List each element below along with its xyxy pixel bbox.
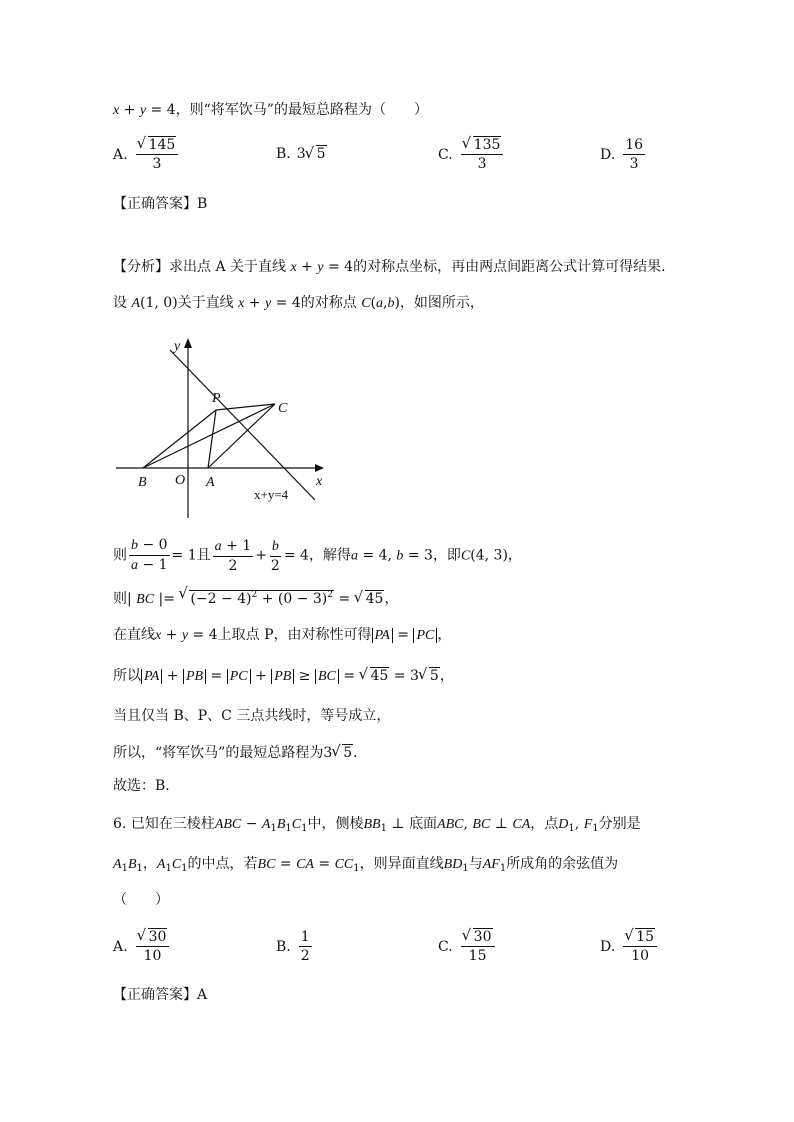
label-line: x+y=4 xyxy=(254,487,289,502)
q6-stem-line-2: $A_1B_1$，$A_1C_1$的中点，若BC = CA = $CC_1$，则异面直线$BD_1$与$AF_1$所成角的余弦值为 xyxy=(113,856,619,874)
q5-option-a: A. √ $\frac{145}{3}$ xyxy=(113,136,180,173)
q6-answer: 【正确答案】A xyxy=(113,987,208,1003)
solution-line-2: 则| BC |= √ $(-2 - 4)^2 + (0 - 3)^2$ = √ 45， xyxy=(113,584,398,611)
label-x: x xyxy=(316,474,323,489)
solution-line-5: 当且仅当 B、P、C 三点共线时，等号成立， xyxy=(113,708,391,724)
y-axis-arrow xyxy=(184,338,192,348)
solution-line-7: 故选：B． xyxy=(113,778,180,794)
q6-paren: （ ） xyxy=(113,892,169,908)
line-x-plus-y-4 xyxy=(170,350,315,500)
label-o: O xyxy=(175,473,186,488)
label-y: y xyxy=(174,339,181,354)
q5-option-c: C. √ $\frac{135}{3}$ xyxy=(438,136,505,173)
label-a: A xyxy=(206,475,215,490)
segment-ac xyxy=(208,404,275,468)
solution-line-3: 在直线x + y = 4上取点 P，由对称性可得 PA = PC ， xyxy=(113,627,452,643)
solution-line-1: 则 $\frac{b - 0}{a - 1}$ = 1且 $\frac{a + 1}{2}$ + $\frac{b}{2}$ = 4，解得a = 4, b = 3，即C(4, 3)， xyxy=(113,537,522,574)
label-b: B xyxy=(138,475,147,490)
q5-answer: 【正确答案】B xyxy=(113,196,208,212)
label-p: P xyxy=(212,391,221,406)
label-c: C xyxy=(278,401,288,416)
solution-line-4: 所以 PA + PB = PC + PB ≥ BC = √ 45 = 3√ 5， xyxy=(113,665,454,688)
q6-option-d: D. √ $\frac{15}{10}$ xyxy=(600,928,659,965)
q6-stem-line-1: 6. 已知在三棱柱ABC − $A_1B_1C_1$中，侧棱$BB_1$ ⊥ 底面ABC, BC ⊥ CA，点$D_1$, $F_1$分别是 xyxy=(113,816,641,834)
q5-stem: x + y = 4，则“将军饮马”的最短总路程为（ ） xyxy=(113,102,428,118)
x-axis-arrow xyxy=(315,464,324,472)
segment-pa xyxy=(208,410,216,468)
q6-option-c: C. √ $\frac{30}{15}$ xyxy=(438,928,497,965)
q5-option-b: B. 3√ 5 xyxy=(276,146,327,162)
analysis-line-2: 设 A(1, 0)关于直线 x + y = 4的对称点 C(a,b)，如图所示， xyxy=(113,295,484,311)
segment-bp xyxy=(143,410,216,468)
solution-line-6: 所以，“将军饮马”的最短总路程为3√ 5． xyxy=(113,742,367,764)
q6-option-a: A. √ $\frac{30}{10}$ xyxy=(113,928,171,965)
analysis-line-1: 【分析】求出点 A 关于直线 x + y = 4的对称点坐标，再由两点间距离公式计算可得结果. xyxy=(113,259,666,275)
q6-option-b: B. $\frac{1}{2}$ xyxy=(276,929,310,964)
coordinate-figure xyxy=(110,330,340,530)
q5-option-d: D. $\frac{16}{3}$ xyxy=(600,137,644,172)
